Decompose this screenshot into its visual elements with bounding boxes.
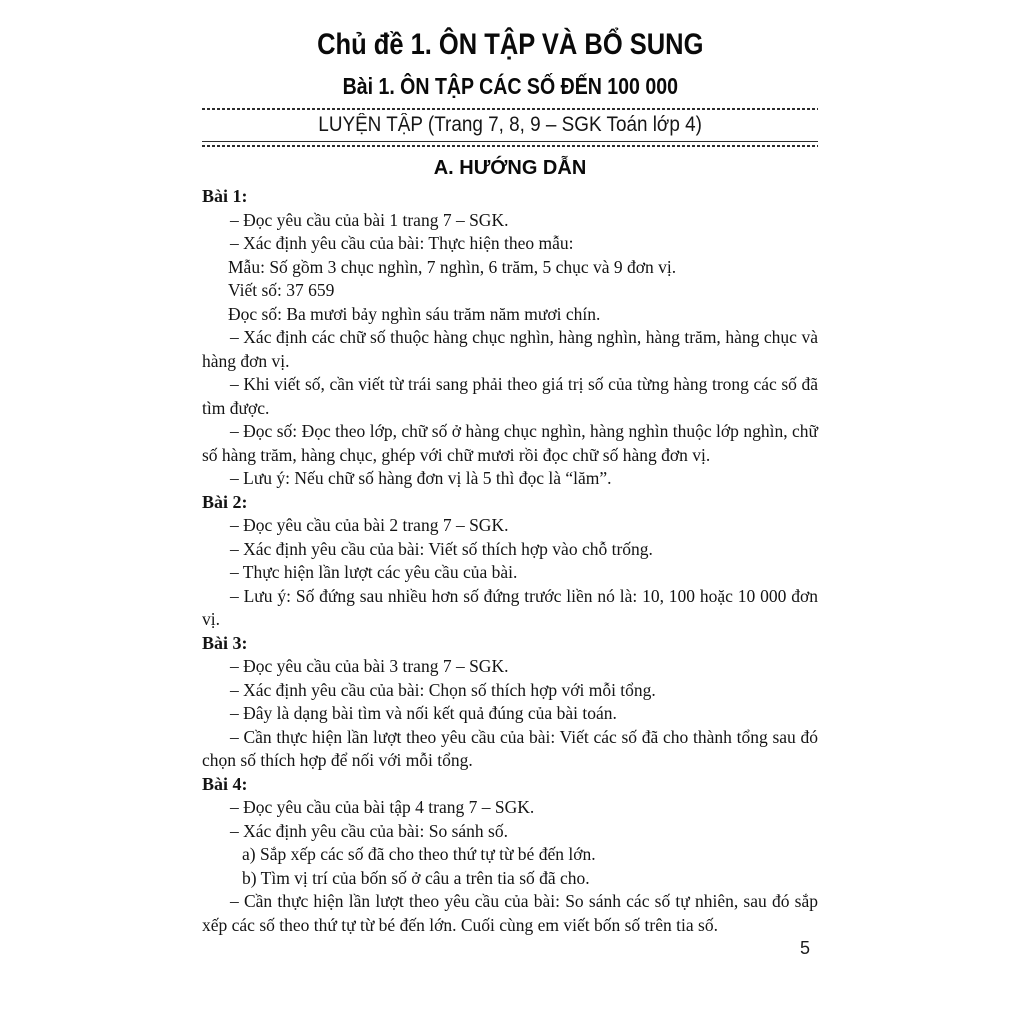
practice-banner: [202, 108, 818, 147]
chapter-title: [202, 26, 818, 64]
guide-paragraph: – Đọc yêu cầu của bài 3 trang 7 – SGK.: [230, 656, 509, 676]
chapter-title-text: Chủ đề 1. ÔN TẬP VÀ BỔ SUNG: [316, 28, 704, 61]
guide-paragraph: – Đây là dạng bài tìm và nối kết quả đúng của bài toán.: [230, 703, 617, 723]
guide-paragraph: – Khi viết số, cần viết từ trái sang phải theo giá trị số của từng hàng trong các số đã tìm được.: [202, 374, 818, 418]
content-sections: [202, 185, 818, 937]
guide-paragraph: Mẫu: Số gồm 3 chục nghìn, 7 nghìn, 6 trăm, 5 chục và 9 đơn vị.: [228, 256, 677, 277]
dotted-rule-bottom: [202, 145, 818, 147]
guide-paragraph: – Xác định yêu cầu của bài: Chọn số thích hợp với mỗi tổng.: [230, 679, 656, 700]
guide-paragraph: – Lưu ý: Nếu chữ số hàng đơn vị là 5 thì đọc là “lăm”.: [230, 468, 612, 488]
guide-paragraph: – Xác định các chữ số thuộc hàng chục nghìn, hàng nghìn, hàng trăm, hàng chục và hàng đơn vị.: [202, 327, 818, 371]
guide-paragraph: Viết số: 37 659: [228, 280, 335, 300]
guide-section-heading: A. HƯỚNG DẪN: [433, 157, 587, 179]
guide-paragraph: – Đọc số: Đọc theo lớp, chữ số ở hàng chục nghìn, hàng nghìn thuộc lớp nghìn, chữ số hàng trăm, hàng chục, ghép với chữ mươi rồi đọc chữ số hàng đơn vị.: [202, 421, 818, 465]
guide-paragraph: b) Tìm vị trí của bốn số ở câu a trên tia số đã cho.: [242, 867, 590, 888]
guide-paragraph: – Đọc yêu cầu của bài tập 4 trang 7 – SGK.: [230, 797, 535, 817]
page-content: [202, 26, 818, 937]
guide-paragraph: a) Sắp xếp các số đã cho theo thứ tự từ bé đến lớn.: [242, 844, 596, 864]
guide-paragraph: – Xác định yêu cầu của bài: So sánh số.: [230, 820, 508, 841]
lesson-title-text: Bài 1. ÔN TẬP CÁC SỐ ĐẾN 100 000: [342, 73, 678, 99]
guide-paragraph: – Xác định yêu cầu của bài: Viết số thích hợp vào chỗ trống.: [230, 538, 653, 559]
guide-paragraph: – Cần thực hiện lần lượt theo yêu cầu của bài: So sánh các số tự nhiên, sau đó sắp xếp các số theo thứ tự từ bé đến lớn. Cuối cùng em viết bốn số trên tia số.: [202, 891, 818, 935]
guide-paragraph: – Đọc yêu cầu của bài 1 trang 7 – SGK.: [230, 209, 509, 230]
exercise-heading: Bài 1:: [202, 186, 248, 206]
guide-paragraph: – Lưu ý: Số đứng sau nhiều hơn số đứng trước liền nó là: 10, 100 hoặc 10 000 đơn vị.: [202, 585, 818, 629]
exercise-heading: Bài 2:: [202, 491, 248, 512]
exercise-heading: Bài 3:: [202, 632, 248, 653]
exercise-heading: Bài 4:: [202, 773, 248, 794]
practice-banner-text: LUYỆN TẬP (Trang 7, 8, 9 – SGK Toán lớp 4): [318, 113, 702, 136]
page-number: 5: [800, 938, 811, 958]
practice-banner-label: [202, 110, 818, 141]
lesson-title: [202, 72, 818, 100]
solid-rule-bottom: [202, 141, 818, 142]
guide-paragraph: Đọc số: Ba mươi bảy nghìn sáu trăm năm mươi chín.: [228, 303, 601, 324]
guide-paragraph: – Xác định yêu cầu của bài: Thực hiện theo mẫu:: [230, 233, 574, 253]
guide-paragraph: – Đọc yêu cầu của bài 2 trang 7 – SGK.: [230, 515, 509, 535]
guide-paragraph: – Cần thực hiện lần lượt theo yêu cầu của bài: Viết các số đã cho thành tổng sau đó chọn số thích hợp để nối với mỗi tổng.: [202, 726, 818, 770]
guide-paragraph: – Thực hiện lần lượt các yêu cầu của bài.: [230, 562, 518, 582]
